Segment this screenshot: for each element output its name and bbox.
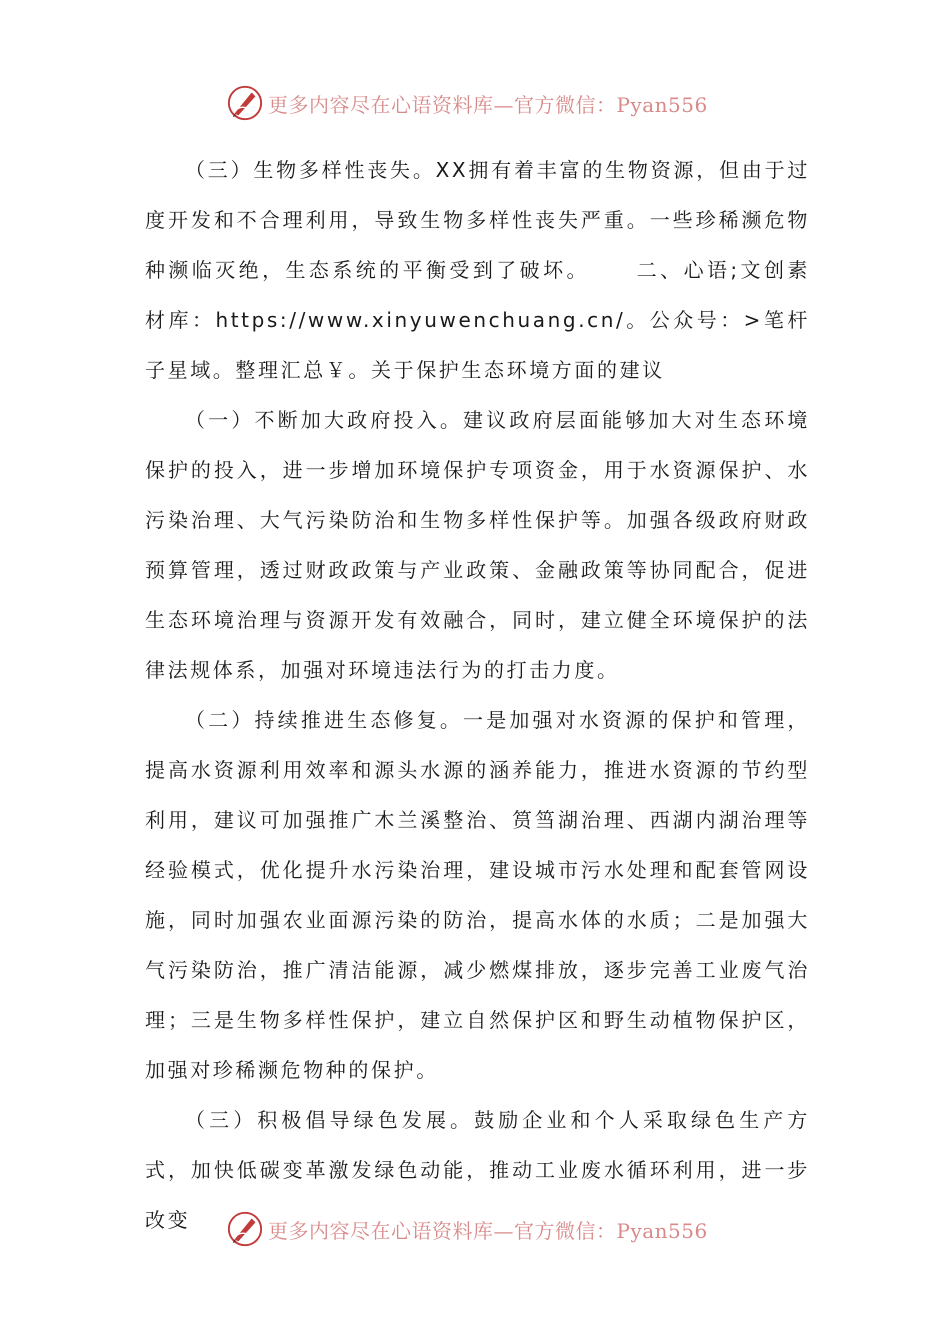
paragraph: （一）不断加大政府投入。建议政府层面能够加大对生态环境保护的投入，进一步增加环境保护专项资金，用于水资源保护、水污染治理、大气污染防治和生物多样性保护等。加强各级政府财政预算管理，透过财政政策与产业政策、金融政策等协同配合，促进生态环境治理与资源开发有效融合，同时，建立健全环境保护的法律法规体系，加强对环境违法行为的打击力度。 (145, 408, 810, 682)
paragraph (145, 145, 810, 395)
pen-logo-icon (226, 1210, 264, 1248)
paragraph: （二）持续推进生态修复。一是加强对水资源的保护和管理，提高水资源利用效率和源头水源的涵养能力，推进水资源的节约型利用，建议可加强推广木兰溪整治、筼筜湖治理、西湖内湖治理等经验模式，优化提升水污染治理，建设城市污水处理和配套管网设施，同时加强农业面源污染的防治，提高水体的水质；二是加强大气污染防治，推广清洁能源，减少燃煤排放，逐步完善工业废气治理；三是生物多样性保护，建立自然保护区和野生动植物保护区，加强对珍稀濒危物种的保护。 (145, 708, 810, 1082)
footer-watermark (226, 1208, 708, 1250)
paragraph: （三）积极倡导绿色发展。鼓励企业和个人采取绿色生产方式，加快低碳变革激发绿色动能，推动工业废水循环利用，进一步改变 (145, 1108, 810, 1232)
document-body (145, 145, 810, 1245)
watermark-text: 更多内容尽在心语资料库—官方微信：Pyan556 (268, 1218, 708, 1243)
section-heading: 二、心语;文创素材库：https://www.xinyuwenchuang.cn/。公众号：>笔杆子星域。整理汇总￥。关于保护生态环境方面的建议 (145, 258, 810, 382)
pen-logo-icon (226, 84, 264, 122)
watermark-text: 更多内容尽在心语资料库—官方微信：Pyan556 (268, 92, 708, 117)
paragraph-text: （三）生物多样性丧失。XX拥有着丰富的生物资源，但由于过度开发和不合理利用，导致生物多样性丧失严重。一些珍稀濒危物种濒临灭绝，生态系统的平衡受到了破坏。 (145, 158, 810, 282)
header-watermark (226, 82, 708, 124)
